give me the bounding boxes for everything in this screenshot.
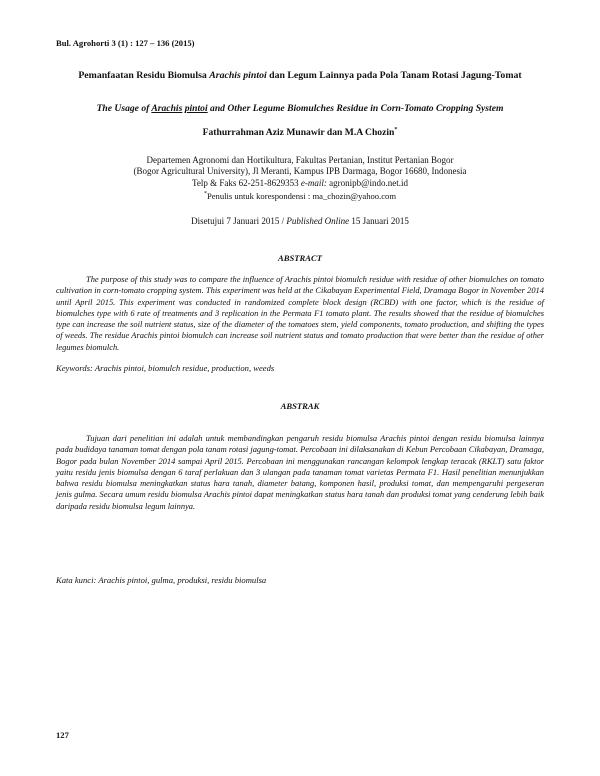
journal-reference: Bul. Agrohorti 3 (1) : 127 – 136 (2015): [56, 38, 195, 48]
abstrak-keywords: Kata kunci: Arachis pintoi, gulma, produksi, residu biomulsa: [56, 575, 267, 585]
affiliation-line-1: Departemen Agronomi dan Hortikultura, Fakultas Pertanian, Institut Pertanian Bogor: [146, 155, 454, 165]
title-indonesian: [60, 70, 540, 82]
abstract-heading: ABSTRACT: [278, 253, 322, 263]
email-label: e-mail:: [300, 177, 327, 188]
affiliation: [56, 155, 544, 202]
title-id-part2: dan Legum Lainnya pada Pola Tanam Rotasi Jagung-Tomat: [266, 70, 522, 81]
authors: [56, 127, 544, 138]
title-en-part2: and Other Legume Biomulches Residue in Corn-Tomato Cropping System: [207, 103, 504, 114]
publication-dates: Disetujui 7 Januari 2015 / Published Online 15 Januari 2015: [191, 216, 409, 226]
corresponding-marker: *: [394, 127, 398, 133]
abstrak-heading: ABSTRAK: [280, 401, 320, 411]
page-number: 127: [56, 730, 69, 740]
abstract-keywords: Keywords: Arachis pintoi, biomulch residue, production, weeds: [56, 363, 275, 373]
affiliation-line-2: (Bogor Agricultural University), Jl Meranti, Kampus IPB Darmaga, Bogor 16680, Indonesia: [133, 166, 467, 177]
title-english: [56, 103, 544, 115]
title-id-species: Arachis pintoi: [209, 70, 267, 81]
email-address: agronipb@indo.net.id: [326, 177, 408, 188]
title-en-species: pintoi: [184, 103, 208, 114]
title-en-genus: Arachis: [151, 103, 183, 114]
abstract-body: The purpose of this study was to compare the influence of Arachis pintoi biomulch residue with residue of other biomulches on tomato cultivation in corn-tomato cropping system. This experiment was held at the Cikabayan Experimental Field, Dramaga Bogor in November 2014 until April 2015. This experiment was conducted in randomized complete block design (RCBD) with one factor, which is the residue of biomulches type with 6 rate of treatments and 3 replication in the Permata F1 tomato plant. The results showed that the residue of biomulches type can increase the soil nutrient status, size of the diameter of the tomatoes stem, yield components, tomato production, and shifting the types of weeds. The residue Arachis pintoi biomulch can increase soil nutrient status and tomato production that were better than the residue of other legumes biomulch.: [56, 274, 544, 352]
author-names: Fathurrahman Aziz Munawir dan M.A Chozin: [202, 127, 395, 139]
corresponding-author-note: *Penulis untuk korespondensi : ma_chozin@yahoo.com: [203, 191, 397, 202]
affiliation-contact: Telp & Faks 62-251-8629353 e-mail: agronipb@indo.net.id: [192, 177, 408, 188]
abstrak-body: Tujuan dari penelitian ini adalah untuk membandingkan pengaruh residu biomulsa Arachis pintoi dengan residu biomulsa lainnya pada budidaya tanaman tomat dengan pola tanam rotasi jagung-tomat. Percobaan ini dilaksanakan di Kebun Percobaan Cikabayan, Dramaga, Bogor pada bulan November 2014 sampai April 2015. Percobaan ini menggunakan rancangan kelompok lengkap teracak (RKLT) satu faktor yaitu residu jenis biomulsa dengan 6 taraf perlakuan dan 3 ulangan pada tanaman tomat varietas Permata F1. Hasil penelitian menunjukkan bahwa residu biomulsa meningkatkan status hara tanah, diameter batang, komponen hasil, produksi tomat, dan mempengaruhi pergeseran jenis gulma. Secara umum residu biomulsa Arachis pintoi dapat meningkatkan status hara tanah dan produksi tomat yang cenderung lebih baik daripada residu biomulsa legum lainnya.: [56, 433, 544, 511]
title-en-part1: The Usage of: [96, 103, 152, 114]
title-id-part1: Pemanfaatan Residu Biomulsa: [78, 70, 210, 81]
